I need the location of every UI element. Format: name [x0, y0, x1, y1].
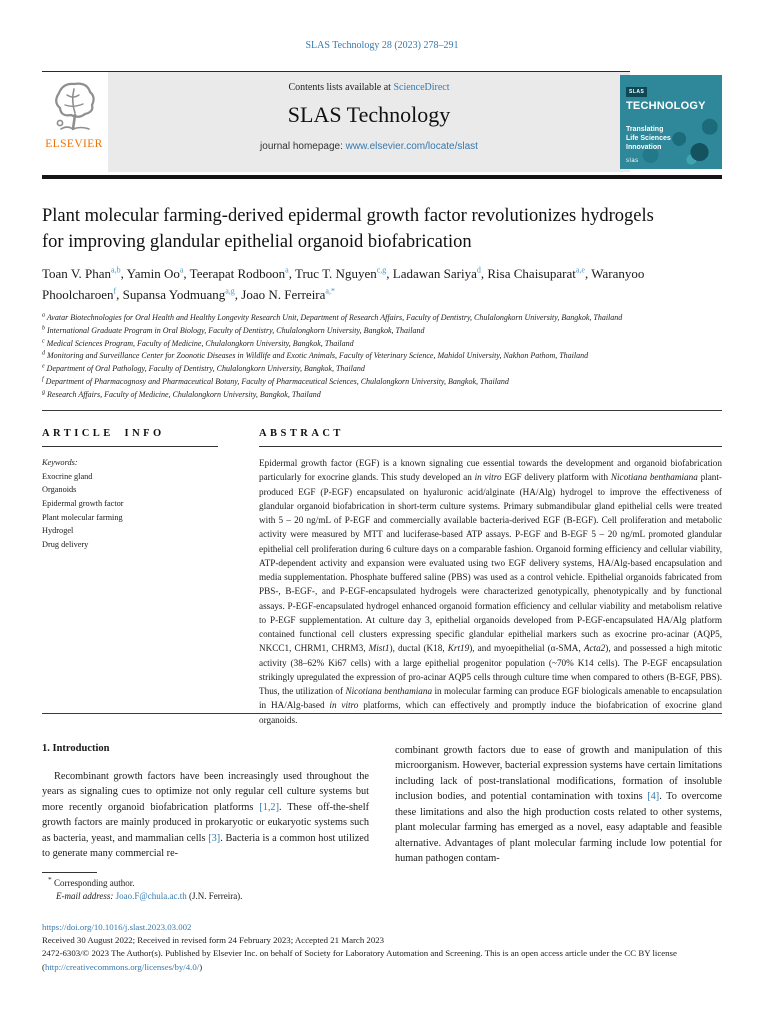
- contents-line: [108, 82, 630, 93]
- keyword-list: [42, 456, 218, 552]
- keyword: Drug delivery: [42, 540, 89, 550]
- header-divider-rule: [42, 175, 722, 179]
- intro-left-paragraph: [42, 769, 369, 862]
- author: [295, 266, 393, 281]
- author-superscript: f: [113, 286, 117, 296]
- corresponding-author-footnote: [42, 872, 372, 903]
- text-segment: in vitro: [329, 700, 359, 711]
- author-name: Waranyoo Phoolcharoen: [42, 266, 645, 302]
- text-segment: Acta2: [583, 643, 606, 654]
- author-superscript: a,b: [111, 265, 121, 275]
- affiliation: [42, 363, 722, 376]
- introduction-heading: 1. Introduction: [42, 743, 110, 754]
- intro-left-column: [42, 743, 369, 867]
- text-segment: in vitro: [474, 472, 502, 483]
- journal-cover-thumbnail[interactable]: [620, 75, 722, 169]
- copyright-line: [42, 947, 722, 973]
- abstract-column: [259, 428, 722, 727]
- elsevier-wordmark: ELSEVIER: [45, 138, 103, 150]
- abstract-text: [259, 456, 722, 727]
- cover-tagline: [626, 126, 716, 152]
- author: [42, 266, 127, 281]
- article-title: Plant molecular farming-derived epidermal growth factor revolutionizes hydrogels for improving glandular epithelial organoid biofabrication: [42, 206, 654, 252]
- author-separator: ,: [386, 266, 393, 281]
- cover-tagline-line: Translating: [626, 126, 664, 133]
- text-segment: ), and myoepithelial (α-SMA,: [469, 643, 584, 654]
- cover-tagline-line: Innovation: [626, 143, 662, 151]
- text-segment[interactable]: http://creativecommons.org/licenses/by/4.0/: [44, 961, 200, 972]
- affiliation-superscript: b: [42, 325, 45, 332]
- contents-prefix: Contents lists available at: [288, 82, 394, 93]
- author-superscript: a,e: [575, 265, 585, 275]
- article-footer: [42, 921, 722, 974]
- author: [393, 266, 488, 281]
- author-separator: ,: [234, 286, 242, 302]
- affiliation-text: Department of Pharmacognosy and Pharmaceutical Botany, Faculty of Pharmaceutical Sciences, Chulalongkorn University, Bangkok, Thailand: [45, 376, 509, 386]
- keyword: Epidermal growth factor: [42, 499, 124, 509]
- affiliation-text: Department of Oral Pathology, Faculty of Dentistry, Chulalongkorn University, Bangkok, Thailand: [46, 364, 365, 374]
- cover-slas-badge: SLAS: [626, 87, 647, 97]
- author-superscript: d: [476, 265, 481, 275]
- footnote-rule: [42, 872, 97, 873]
- author: [487, 266, 591, 281]
- author: [123, 287, 242, 302]
- sciencedirect-link[interactable]: ScienceDirect: [393, 82, 450, 93]
- corresponding-text: Corresponding author.: [51, 878, 135, 888]
- author-separator: ,: [288, 266, 295, 281]
- header-left-block: [42, 71, 630, 172]
- author-name: Ladawan Sariya: [392, 266, 477, 281]
- text-segment: Epidermal growth factor (EGF) is a known signaling cue essential towards the development and organoid biofabrication particularly for exocrine glands. This study developed an: [259, 458, 722, 483]
- text-segment[interactable]: [1,2]: [259, 801, 280, 813]
- homepage-prefix: journal homepage:: [260, 141, 346, 152]
- text-segment: ), ductal (K18,: [389, 643, 448, 654]
- text-segment: Nicotiana benthamiana: [345, 686, 433, 696]
- elsevier-tree-icon: [49, 77, 99, 137]
- text-segment: . To overcome these limitations and also the high production costs related to other systems, plant molecular farming has emerged as a novel, easy adaptable and feasible alternative. Advantages of plant molecular farming include low potential for human pathogen contam-: [395, 791, 722, 865]
- author-name: Risa Chaisuparat: [487, 266, 576, 281]
- cover-tagline-line: Life Sciences: [626, 134, 671, 142]
- cover-title: TECHNOLOGY: [626, 100, 706, 112]
- author: [127, 266, 190, 281]
- affiliation-text: Avatar Biotechnologies for Oral Health and Healthy Longevity Research Unit, Department of Research Affairs, Faculty of Dentistry, Chulalongkorn University, Bangkok, Thailand: [46, 313, 623, 322]
- affiliation: [42, 376, 722, 389]
- footnote-asterisk: *: [48, 875, 52, 884]
- author-name: Yamin Oo: [126, 266, 180, 281]
- elsevier-logo[interactable]: [42, 72, 106, 172]
- email-line: [42, 890, 372, 903]
- affiliation-superscript: e: [42, 363, 45, 370]
- author-superscript: a: [179, 265, 184, 275]
- affiliation-superscript: g: [42, 389, 45, 396]
- keywords: [42, 470, 218, 552]
- keywords-label: Keywords:: [42, 458, 78, 467]
- author-name: Truc T. Nguyen: [294, 266, 377, 281]
- email-label: E-mail address:: [56, 891, 114, 902]
- keyword: Organoids: [42, 485, 77, 495]
- abstract-heading: ABSTRACT: [259, 428, 722, 447]
- section-divider-rule: [42, 410, 722, 411]
- article-body: [42, 743, 722, 867]
- text-segment: . These off-the-shelf growth factors are mainly produced in prokaryotic or eukaryotic systems such as bacteria, yeast, and mammalian cells: [42, 801, 369, 844]
- keyword: Exocrine gland: [42, 471, 93, 481]
- intro-right-column: [395, 743, 722, 867]
- affiliation-text: International Graduate Program in Oral Biology, Faculty of Dentistry, Chulalongkorn University, Bangkok, Thailand: [47, 325, 425, 335]
- author-name: Supansa Yodmuang: [122, 286, 226, 302]
- author-superscript: a: [285, 265, 289, 275]
- affiliation-text: Research Affairs, Faculty of Medicine, Chulalongkorn University, Bangkok, Thailand: [47, 389, 321, 399]
- author-name: Joao N. Ferreira: [241, 286, 326, 302]
- text-segment: in molecular farming can produce EGF biologicals amenable to encapsulation in HA/Alg-based: [259, 686, 722, 711]
- affiliation: [42, 389, 722, 402]
- doi-link[interactable]: https://doi.org/10.1016/j.slast.2023.03.002: [42, 922, 192, 932]
- text-segment: plant-produced EGF (P-EGF) encapsulated on hyaluronic acid/alginate (HA/Alg) hydrogel to improve the effectiveness of glandular organoid biofabrication in short-term culture systems. Primary submandibular gland epithelial cells were treated with 5 – 20 ng/mL of P-EGF and commercially available bacteria-derived EGF (B-EGF). Cell proliferation and metabolic activity were measured by MTT and luciferase-based ATP assays. P-EGF and B-EGF 5 – 20 ng/mL promoted glandular epithelial cell proliferation during 6 culture days on a comparable fashion. Organoid forming efficiency and cellular viability, ATP-dependent activity and expansion were evaluated using two EGF delivery systems, HA/Alg-based encapsulation and media supplementation. Phosphate buffered saline (PBS) was used as a control vehicle. Epithelial organoids fabricated from PBS-, B-EGF-, and P-EGF-encapsulated hydrogels were characterized genotypically, phenotypically and by functional assays. P-EGF-encapsulated hydrogel enhanced organoid formation efficiency and cellular viability and metabolism relative to P-EGF supplementation. At culture day 3, epithelial organoids developed from P-EGF-encapsulated HA/Alg platform contained functional cell clusters expressing specific glandular epithelial markers such as exocrine pro-acinar (AQP5, NKCC1, CHRM1, CHRM3,: [259, 472, 722, 654]
- text-segment: Recombinant growth factors have been increasingly used throughout the years as signaling cues to optimize not only regular cell culture systems but more recently organoid biofabrication platforms: [42, 771, 369, 813]
- keyword: Plant molecular farming: [42, 512, 123, 522]
- email-suffix: (J.N. Ferreira).: [186, 891, 243, 902]
- homepage-link[interactable]: www.elsevier.com/locate/slast: [345, 141, 478, 152]
- journal-name: SLAS Technology: [287, 102, 451, 127]
- email-link[interactable]: Joao.F@chula.ac.th: [115, 891, 187, 902]
- article-info-heading: ARTICLE INFO: [42, 428, 218, 447]
- author-separator: ,: [120, 266, 127, 281]
- text-segment[interactable]: [3]: [208, 832, 221, 844]
- author-name: Toan V. Phan: [42, 266, 112, 281]
- abstract-divider-rule: [42, 713, 722, 714]
- text-segment: EGF delivery platform with: [501, 472, 611, 483]
- affiliation-text: Medical Sciences Program, Faculty of Medicine, Chulalongkorn University, Bangkok, Thailand: [46, 338, 354, 348]
- info-abstract-section: [42, 428, 722, 727]
- affiliation-text: Monitoring and Surveillance Center for Zoonotic Diseases in Wildlife and Exotic Animals, Faculty of Veterinary Science, Mahidol University, Nakhon Pathom, Thailand: [47, 351, 589, 361]
- journal-header-banner: [42, 71, 722, 172]
- text-segment: Nicotiana benthamiana: [610, 472, 698, 483]
- homepage-line: [108, 141, 630, 152]
- author-superscript: a,*: [325, 286, 335, 296]
- journal-banner: [108, 72, 630, 172]
- affiliation-superscript: a: [42, 312, 45, 319]
- affiliation: [42, 350, 722, 363]
- author-separator: ,: [584, 266, 592, 281]
- text-segment: 2472-6303/© 2023 The Author(s). Published by Elsevier Inc. on behalf of Society for Laboratory Automation and Screening. This is an open access article under the CC BY license (: [42, 948, 677, 972]
- affiliation: [42, 325, 722, 338]
- affiliation-superscript: c: [42, 337, 45, 344]
- author-separator: ,: [116, 286, 123, 302]
- text-segment: ): [199, 961, 203, 972]
- author: [241, 287, 335, 302]
- journal-citation-line: SLAS Technology 28 (2023) 278–291: [305, 40, 459, 51]
- text-segment: Krt19: [447, 643, 470, 654]
- affiliation-superscript: f: [42, 376, 44, 383]
- text-segment: combinant growth factors due to ease of growth and manipulation of this microorganism. However, bacterial expression systems have certain limitations including lack of post-translational modifications, formation of insoluble inclusion bodies, and potential contamination with toxins: [395, 745, 722, 803]
- affiliation: [42, 312, 722, 325]
- affiliation-superscript: d: [42, 350, 45, 357]
- keyword: Hydrogel: [42, 526, 74, 536]
- text-segment: Mist1: [368, 643, 390, 654]
- intro-right-paragraph: [395, 743, 722, 867]
- text-segment: ), and possessed a high mitotic activity (38–62% Ki67 cells) with a large epithelial progenitor population (~70% K14 cells). The P-EGF encapsulation strikingly upregulated the expression of pro-acinar AQP5 cells through culture time when compared to others (B-EGF, PBS). Thus, the utilization of: [259, 643, 722, 696]
- text-segment: platforms, which can effectively and promptly induce the biofabrication of exocrine gland organoids.: [259, 700, 722, 725]
- cover-footer-logo: slas: [626, 158, 639, 164]
- author-separator: ,: [183, 266, 190, 281]
- author-superscript: c,g: [376, 265, 387, 275]
- author-separator: ,: [480, 266, 488, 281]
- affiliation-list: [42, 312, 722, 402]
- corresponding-author-note: [42, 877, 372, 890]
- author-list: [42, 264, 662, 306]
- article-info-column: [42, 428, 218, 727]
- affiliation: [42, 338, 722, 351]
- author-name: Teerapat Rodboon: [189, 266, 286, 281]
- author-superscript: a,g: [225, 286, 235, 296]
- received-dates: Received 30 August 2022; Received in revised form 24 February 2023; Accepted 21 March 2023: [42, 935, 385, 946]
- text-segment[interactable]: [4]: [647, 791, 660, 803]
- author: [190, 266, 295, 281]
- text-segment: . Bacteria is a common host utilized to generate many commercial re-: [42, 832, 369, 860]
